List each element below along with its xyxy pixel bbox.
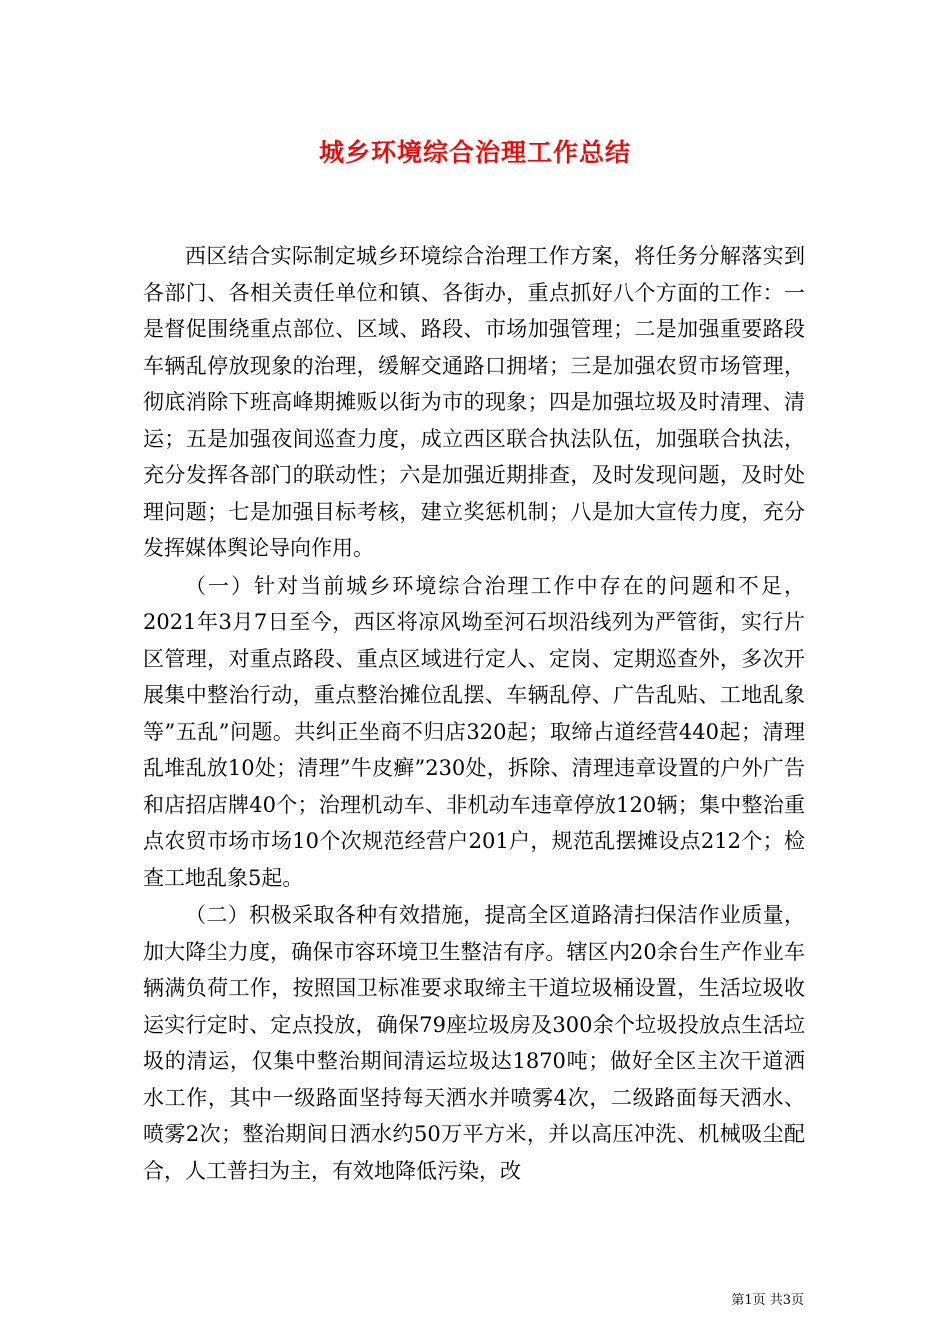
- page-number: 第1页 共3页: [731, 1293, 804, 1308]
- document-body: [143, 238, 805, 1189]
- paragraph-section-2: （二）积极采取各种有效措施，提高全区道路清扫保洁作业质量，加大降尘力度，确保市容环境卫生整洁有序。辖区内20余台生产作业车辆满负荷工作，按照国卫标准要求取缔主干道垃圾桶设置，生活垃圾收运实行定时、定点投放，确保79座垃圾房及300余个垃圾投放点生活垃圾的清运，仅集中整治期间清运垃圾达1870吨；做好全区主次干道洒水工作，其中一级路面坚持每天洒水并喷雾4次，二级路面每天洒水、喷雾2次；整治期间日洒水约50万平方米，并以高压冲洗、机械吸尘配合，人工普扫为主，有效地降低污染，改: [143, 903, 805, 1183]
- page-title: 城乡环境综合治理工作总结: [318, 138, 631, 167]
- paragraph-section-1: （一）针对当前城乡环境综合治理工作中存在的问题和不足，2021年3月7日至今，西区将凉风坳至河石坝沿线列为严管街，实行片区管理，对重点路段、重点区域进行定人、定岗、定期巡查外，多次开展集中整治行动，重点整治摊位乱摆、车辆乱停、广告乱贴、工地乱象等”五乱”问题。共纠正坐商不归店320起；取缔占道经营440起；清理乱堆乱放10处；清理”牛皮癣”230处，拆除、清理违章设置的户外广告和店招店牌40个；治理机动车、非机动车违章停放120辆；集中整治重点农贸市场市场10个次规范经营户201户，规范乱摆摊设点212个；检查工地乱象5起。: [143, 573, 805, 890]
- paragraph-intro: 西区结合实际制定城乡环境综合治理工作方案，将任务分解落实到各部门、各相关责任单位和镇、各街办，重点抓好八个方面的工作：一是督促围绕重点部位、区域、路段、市场加强管理；二是加强重要路段车辆乱停放现象的治理，缓解交通路口拥堵；三是加强农贸市场管理，彻底消除下班高峰期摊贩以街为市的现象；四是加强垃圾及时清理、清运；五是加强夜间巡查力度，成立西区联合执法队伍，加强联合执法，充分发挥各部门的联动性；六是加强近期排查，及时发现问题，及时处理问题；七是加强目标考核，建立奖惩机制；八是加大宣传力度，充分发挥媒体舆论导向作用。: [143, 244, 805, 560]
